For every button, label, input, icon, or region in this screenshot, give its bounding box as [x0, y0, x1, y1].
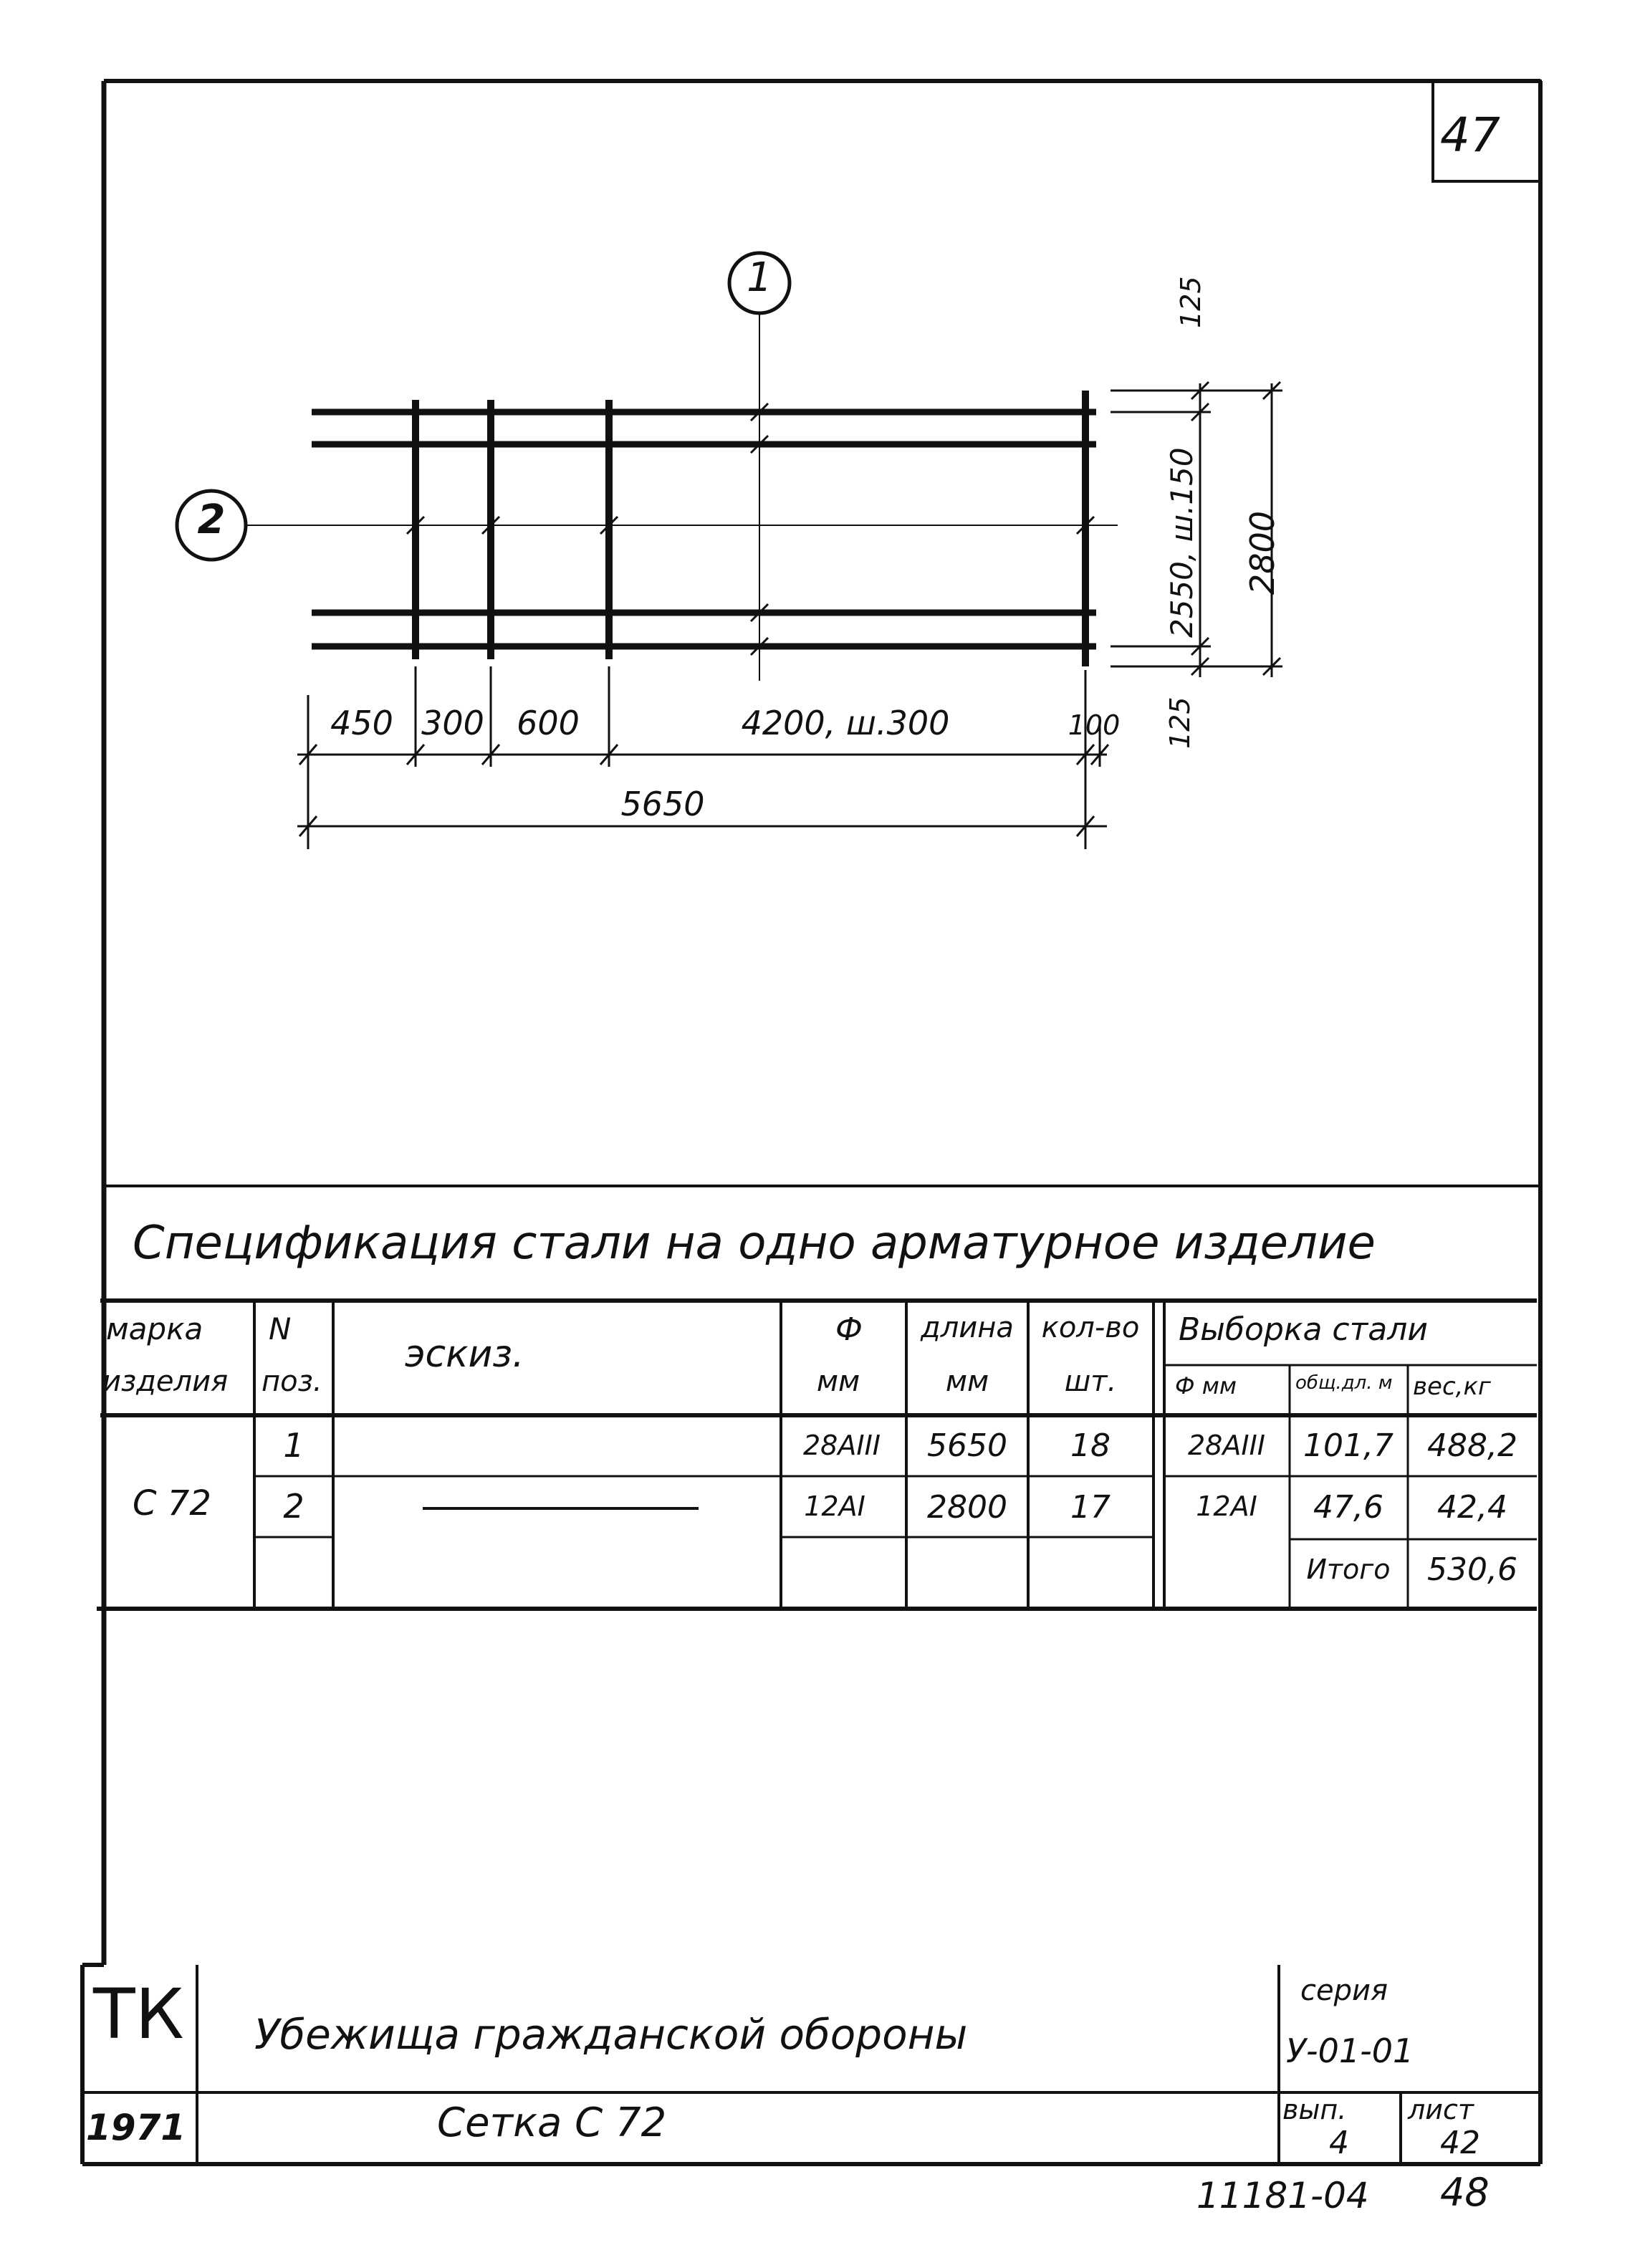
series-value: У-01-01 [1286, 2032, 1414, 2070]
hdr-sample-len: общ.дл. м [1295, 1372, 1393, 1394]
row2-pos: 2 [283, 1487, 304, 1526]
callout-2-label: 2 [197, 497, 226, 543]
hdr-mark-l2: изделия [102, 1365, 229, 1398]
sheet-value: 42 [1440, 2125, 1480, 2161]
sheet-frame [82, 81, 1540, 2164]
row1-pos: 1 [283, 1426, 304, 1465]
dim-100: 100 [1068, 709, 1121, 741]
hdr-dia-l2: мм [816, 1365, 860, 1398]
row2-dia: 12АI [804, 1491, 865, 1522]
project-name: Убежища гражданской обороны [254, 2010, 968, 2059]
dim-5650: 5650 [620, 785, 705, 823]
row2-sample-dia: 12АI [1196, 1491, 1257, 1522]
hdr-len-l2: мм [945, 1365, 989, 1398]
spec-title: Спецификация стали на одно арматурное изделие [133, 1217, 1376, 1270]
page-number: 47 [1440, 107, 1500, 163]
dim-2800: 2800 [1243, 510, 1282, 595]
dim-125-bottom: 125 [1164, 697, 1196, 749]
total-value: 530,6 [1427, 1551, 1517, 1588]
hdr-qty-l2: шт. [1064, 1365, 1117, 1398]
hdr-mark-l1: марка [106, 1311, 203, 1346]
hdr-pos-l2: поз. [262, 1365, 322, 1398]
row2-len: 2800 [927, 1489, 1007, 1526]
year: 1971 [86, 2107, 186, 2148]
row2-sample-len: 47,6 [1313, 1489, 1383, 1526]
issue-value: 4 [1329, 2125, 1349, 2161]
hdr-sketch: эскиз. [405, 1333, 524, 1376]
hdr-sample: Выборка стали [1179, 1311, 1428, 1348]
row1-qty: 18 [1070, 1427, 1111, 1464]
archive-number: 11181-04 [1196, 2175, 1369, 2216]
row1-len: 5650 [927, 1427, 1007, 1464]
dim-450: 450 [330, 704, 393, 742]
total-label: Итого [1306, 1554, 1391, 1585]
hdr-dia-l1: Ф [835, 1311, 863, 1348]
archive-page: 48 [1440, 2170, 1490, 2215]
row1-dia: 28АIII [803, 1430, 881, 1461]
row1-sample-len: 101,7 [1303, 1427, 1394, 1464]
series-label: серия [1300, 1974, 1388, 2007]
callout-1-label: 1 [747, 254, 772, 301]
dim-2550: 2550, ш.150 [1164, 447, 1199, 638]
hdr-qty-l1: кол-во [1041, 1311, 1140, 1344]
dim-125-top: 125 [1175, 276, 1207, 328]
row1-sample-dia: 28АIII [1188, 1430, 1265, 1461]
issue-label: вып. [1282, 2094, 1347, 2125]
row1-sample-wt: 488,2 [1427, 1427, 1517, 1464]
sheet-name: Сетка С 72 [437, 2100, 667, 2146]
hdr-len-l1: длина [921, 1311, 1014, 1344]
dim-4200: 4200, ш.300 [741, 704, 950, 742]
mesh-drawing [247, 313, 1118, 681]
hdr-pos-l1: N [269, 1311, 292, 1346]
hdr-sample-wt: вес,кг [1413, 1372, 1491, 1401]
sheet-label: лист [1408, 2094, 1474, 2125]
row2-qty: 17 [1070, 1489, 1111, 1526]
dim-300: 300 [421, 704, 484, 742]
spec-mark: С 72 [133, 1483, 211, 1523]
dim-600: 600 [517, 704, 580, 742]
org-code: ТК [93, 1974, 184, 2054]
hdr-sample-dia: Ф мм [1175, 1372, 1237, 1399]
row2-sample-wt: 42,4 [1437, 1489, 1507, 1526]
